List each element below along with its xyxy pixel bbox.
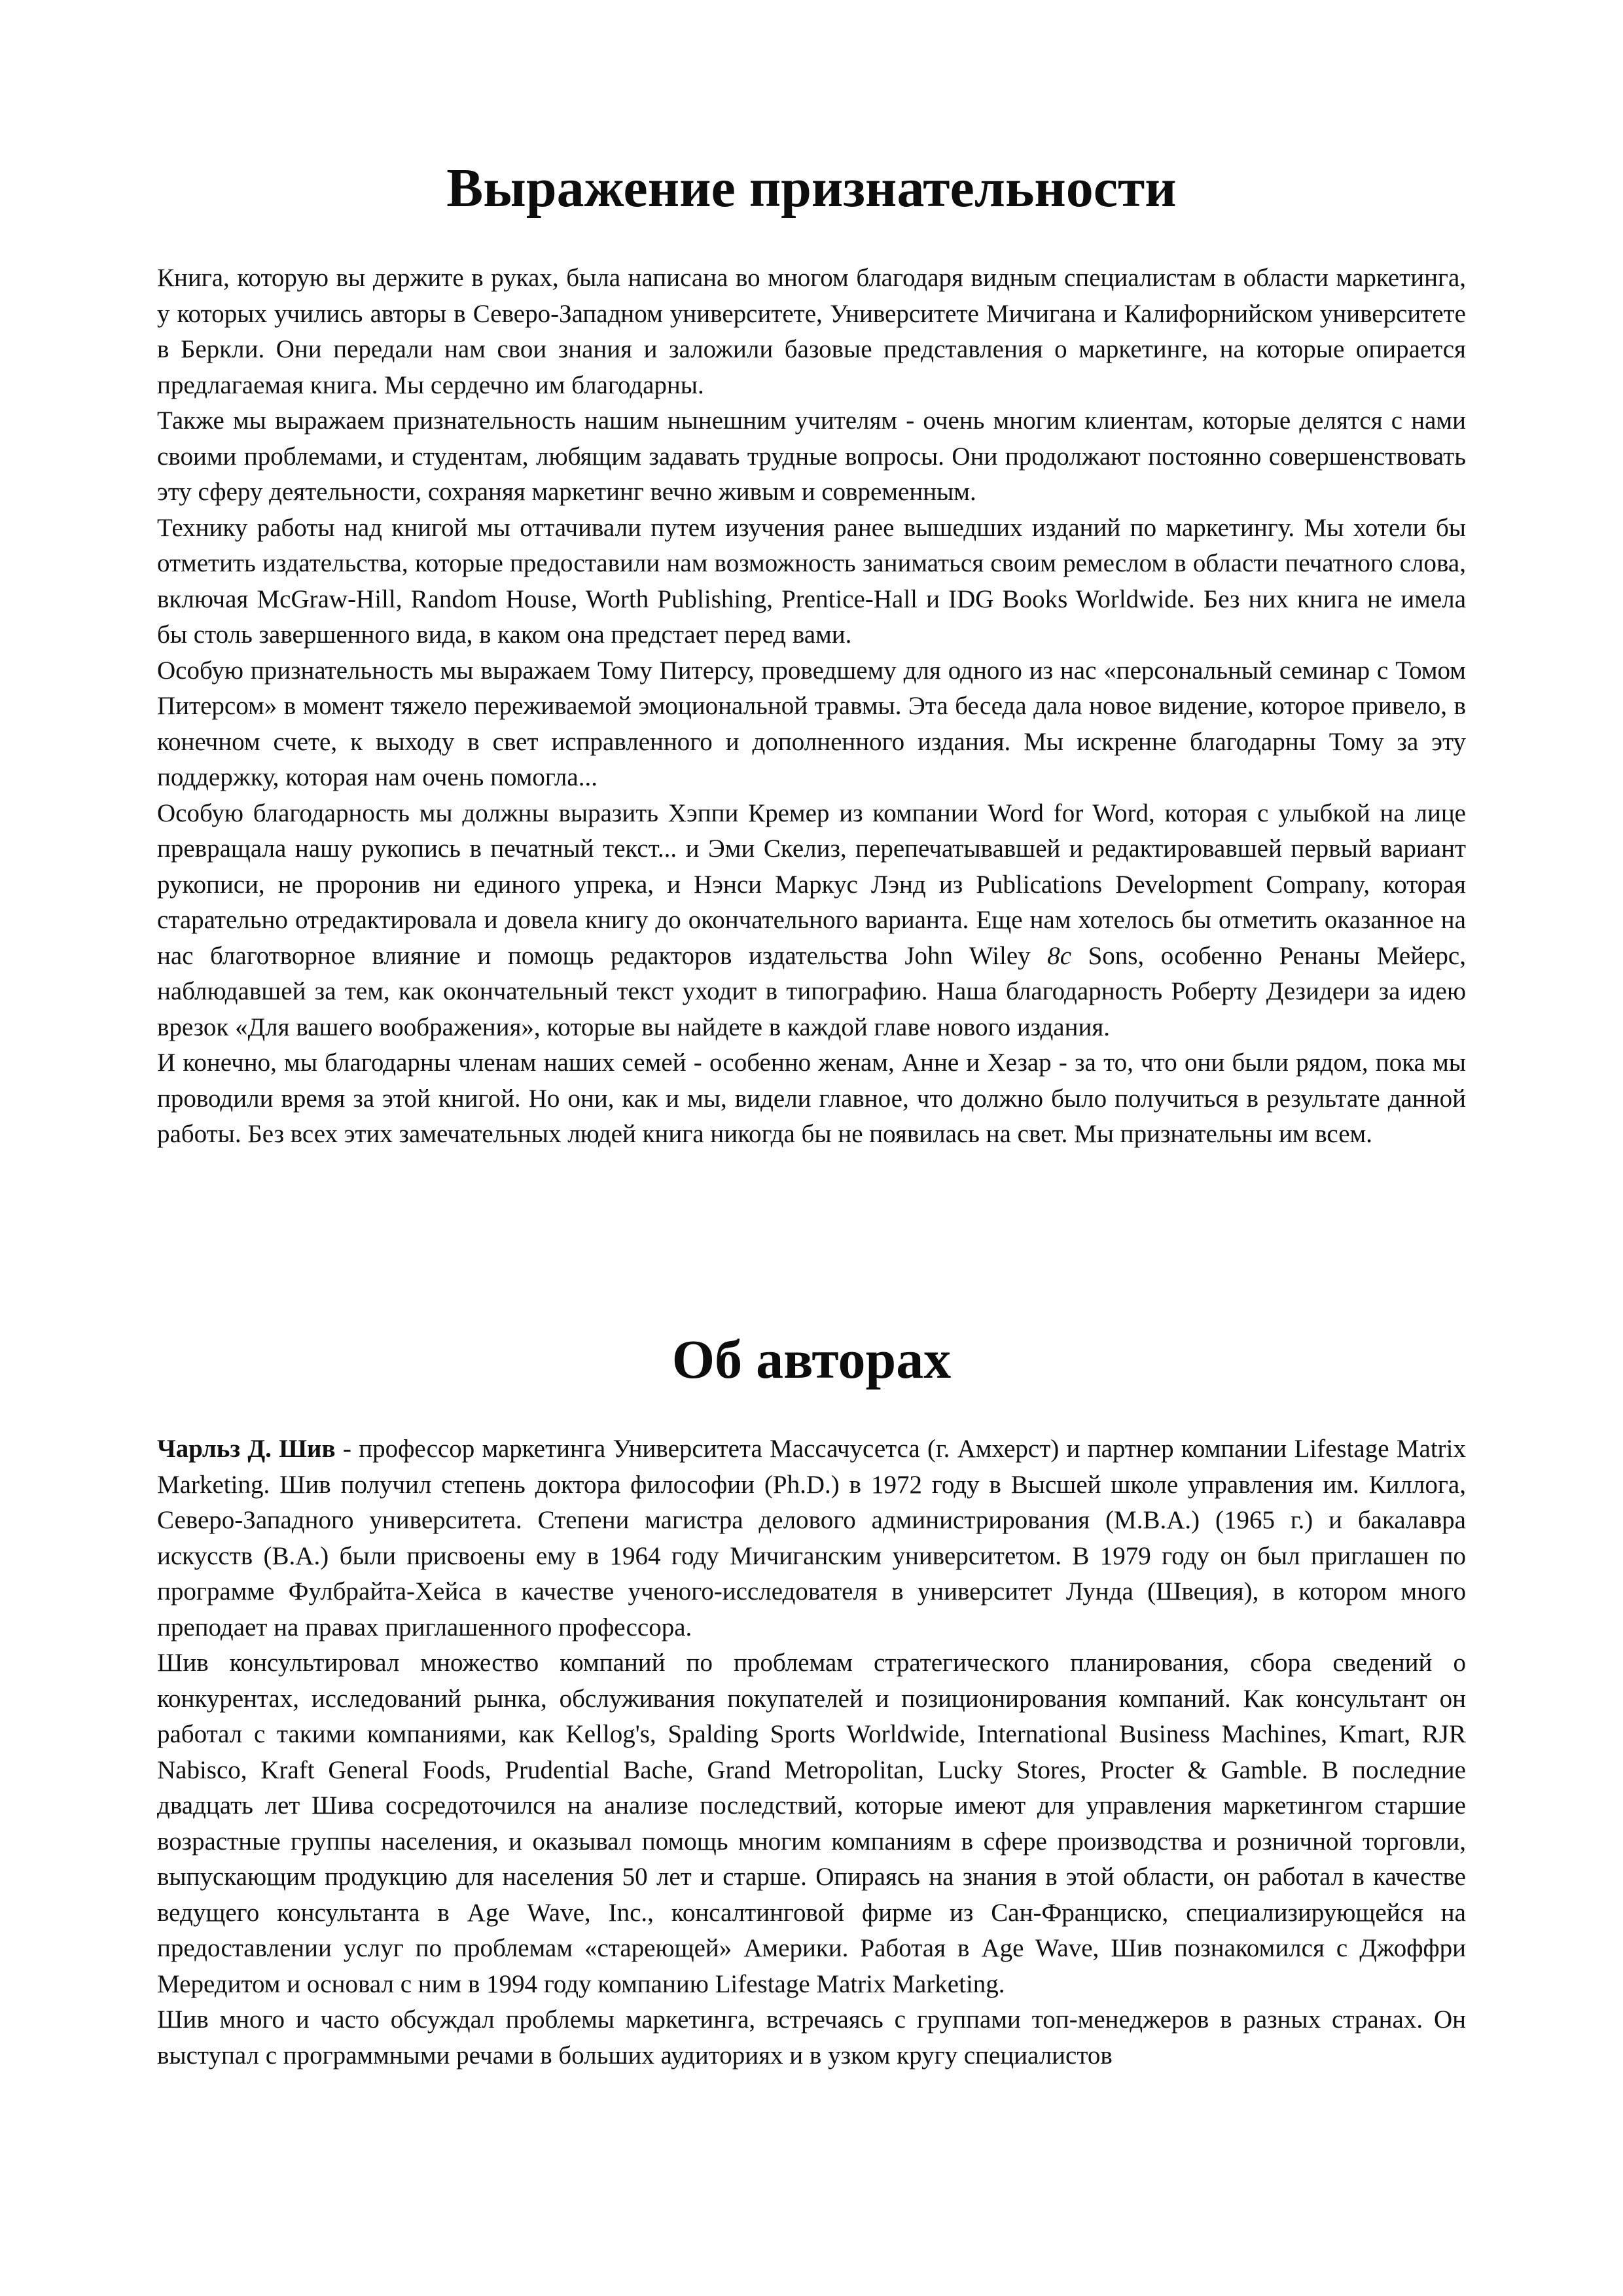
author-name: Чарльз Д. Шив [157, 1435, 336, 1463]
ack-paragraph-5-text-a: Особую благодарность мы должны выразить Хэппи Кремер из компании Word for Word, которая с улыбкой на лице превращала нашу рукопись в печатный текст... и Эми Скелиз, перепечатывавшей и редактировавшей первый вариант рукописи, не проронив ни единого упрека, и Нэнси Маркус Лэнд из Publications Development Company, которая старательно отредактировала и довела книгу до окончательного варианта. Еще нам хотелось бы отметить оказанное на нас благотворное влияние и помощь редакторов издательства John Wiley [157, 798, 1466, 970]
document-page [157, 0, 1466, 2296]
acknowledgements-title: Выражение признательности [446, 158, 1177, 219]
ack-paragraph-5 [157, 796, 1466, 1046]
ack-paragraph-4: Особую признательность мы выражаем Тому Питерсу, проведшему для одного из нас «персональный семинар с Томом Питерсом» в момент тяжело переживаемой эмоциональной травмы. Эта беседа дала новое видение, которое привело, в конечном счете, к выходу в свет исправленного и дополненного издания. Мы искренне благодарны Тому за эту поддержку, которая нам очень помогла... [157, 656, 1466, 791]
ack-paragraph-6: И конечно, мы благодарны членам наших семей - особенно женам, Анне и Хезар - за то, что они были рядом, пока мы проводили время за этой книгой. Но они, как и мы, видели главное, что должно было получиться в результате данной работы. Без всех этих замечательных людей книга никогда бы не появилась на свет. Мы признательны им всем. [157, 1049, 1466, 1148]
ack-paragraph-5-text-b: Sons, особенно Ренаны Мейерс, наблюдавшей за тем, как окончательный текст уходит в типографию. Наша благодарность Роберту Дезидери за идею врезок «Для вашего воображения», которые вы найдете в каждой главе нового издания. [157, 941, 1466, 1041]
authors-paragraph-2: Шив консультировал множество компаний по проблемам стратегического планирования, сбора сведений о конкурентах, исследований рынка, обслуживания покупателей и позиционирования компаний. Как консультант он работал с такими компаниями, как Kellog's, Spalding Sports Worldwide, International Business Machines, Kmart, RJR Nabisco, Kraft General Foods, Prudential Bache, Grand Metropolitan, Lucky Stores, Procter & Gamble. В последние двадцать лет Шива сосредоточился на анализе последствий, которые имеют для управления маркетингом старшие возрастные группы населения, и оказывал помощь многим компаниям в сфере производства и розничной торговли, выпускающим продукцию для населения 50 лет и старше. Опираясь на знания в этой области, он работал в качестве ведущего консультанта в Age Wave, Inc., консалтинговой фирме из Сан-Франциско, специализирующейся на предоставлении услуг по проблемам «стареющей» Америки. Работая в Age Wave, Шив познакомился с Джоффри Мередитом и основал с ним в 1994 году компанию Lifestage Matrix Marketing. [157, 1649, 1466, 1998]
acknowledgements-section [157, 260, 1466, 1153]
ack-paragraph-2: Также мы выражаем признательность нашим нынешним учителям - очень многим клиентам, которые делятся с нами своими проблемами, и студентам, любящим задавать трудные вопросы. Они продолжают постоянно совершенствовать эту сферу деятельности, сохраняя маркетинг вечно живым и современным. [157, 406, 1466, 506]
ack-paragraph-1: Книга, которую вы держите в руках, была написана во многом благодаря видным специалистам в области маркетинга, у которых учились авторы в Северо-Западном университете, Университете Мичигана и Калифорнийском университете в Беркли. Они передали нам свои знания и заложили базовые представления о маркетинге, на которые опирается предлагаемая книга. Мы сердечно им благодарны. [157, 264, 1466, 399]
ack-paragraph-3: Технику работы над книгой мы оттачивали путем изучения ранее вышедших изданий по маркетингу. Мы хотели бы отметить издательства, которые предоставили нам возможность заниматься своим ремеслом в области печатного слова, включая McGraw-Hill, Random House, Worth Publishing, Prentice-Hall и IDG Books Worldwide. Без них книга не имела бы столь завершенного вида, в каком она предстает перед вами. [157, 513, 1466, 649]
about-authors-section [157, 1431, 1466, 2073]
about-authors-title: Об авторах [671, 1329, 952, 1390]
authors-paragraph-1 [157, 1431, 1466, 1645]
ack-paragraph-5-italic: 8c [1047, 941, 1071, 970]
authors-paragraph-3: Шив много и часто обсуждал проблемы маркетинга, встречаясь с группами топ-менеджеров в разных странах. Он выступал с программными речами в больших аудиториях и в узком кругу специалистов [157, 2005, 1466, 2070]
authors-paragraph-1-text: - профессор маркетинга Университета Массачусетса (г. Амхерст) и партнер компании Lifestage Matrix Marketing. Шив получил степень доктора философии (Ph.D.) в 1972 году в Высшей школе управления им. Киллога, Северо-Западного университета. Степени магистра делового администрирования (M.B.A.) (1965 г.) и бакалавра искусств (B.A.) были присвоены ему в 1964 году Мичиганским университетом. В 1979 году он был приглашен по программе Фулбрайта-Хейса в качестве ученого-исследователя в университет Лунда (Швеция), в котором много преподает на правах приглашенного профессора. [157, 1435, 1466, 1641]
